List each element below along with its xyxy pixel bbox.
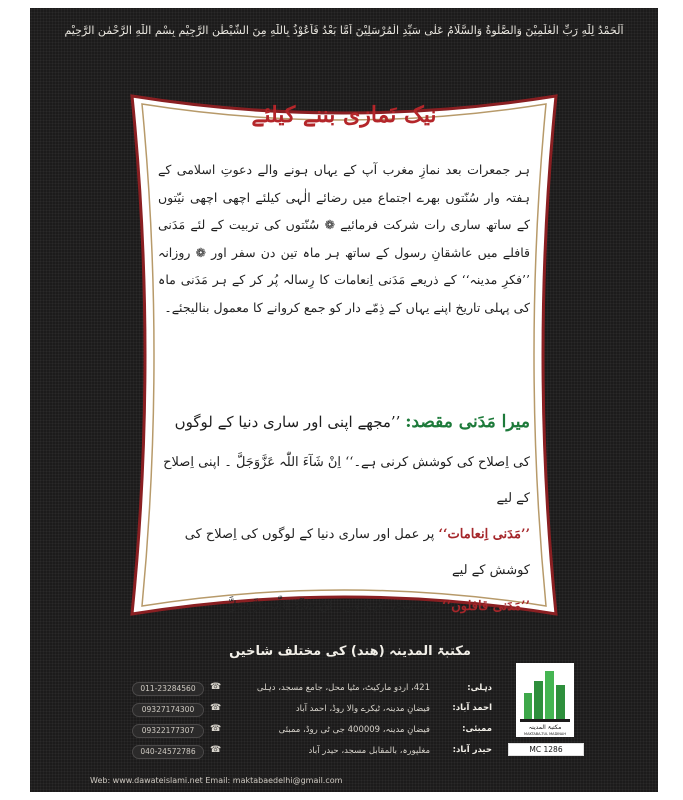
branch-city: ممبئی: — [462, 724, 492, 734]
phone-number: 011-23284560 — [132, 682, 204, 696]
phone-number: 09322177307 — [132, 724, 204, 738]
maqsad-line — [158, 412, 530, 432]
branch-row — [132, 680, 492, 698]
inamat-highlight: ’’مَدَنی اِنعامات‘‘ — [438, 527, 530, 542]
branch-city: احمد آباد: — [452, 703, 492, 713]
maqsad-text: ’’مجھے اپنی اور ساری دنیا کے لوگوں — [174, 413, 401, 431]
phone-icon: ☎ — [210, 682, 222, 692]
qafile-highlight: ’’مَدَنی قافلوں‘‘ — [442, 599, 530, 614]
branch-row — [132, 722, 492, 740]
book-back-cover — [30, 8, 658, 792]
branch-address: 421، اردو مارکیٹ، مٹیا محل، جامع مسجد، دہلی — [256, 683, 430, 693]
line-islah: کی اِصلاح کی کوشش کرنی ہے۔‘‘ اِنْ شَآءَ اللّٰہ عَزَّوَجَلَّ ۔ اپنی اِصلاح کے لیے — [163, 455, 530, 506]
maqsad-continuation — [158, 445, 530, 625]
line-inamat — [158, 517, 530, 589]
branch-city: حیدر آباد: — [452, 745, 492, 755]
logo-code: MC 1286 — [508, 743, 584, 756]
branch-address: فیضانِ مدینہ، ٹیکرے والا روڈ، احمد آباد — [295, 704, 430, 714]
branch-address: فیضانِ مدینہ، 400009 جی ٹی روڈ، ممبئی — [278, 725, 430, 735]
qafile-text: میں سفر کرنا ہے۔ اِنْ شَآءَ اللّٰہ عَزَّوَجَلَّ — [227, 599, 443, 614]
logo-name: مکتبۃ المدینہ — [528, 724, 562, 731]
phone-icon: ☎ — [210, 724, 222, 734]
web-email-line: Web: www.dawateislami.net Email: maktabaedelhi@gmail.com — [90, 776, 343, 785]
phone-number: 040-24572786 — [132, 745, 204, 759]
branch-address: مغلپورہ، بالمقابل مسجد، حیدر آباد — [308, 746, 430, 756]
phone-icon: ☎ — [210, 745, 222, 755]
maktaba-logo — [516, 663, 574, 737]
building-logo-icon — [516, 663, 574, 737]
branch-city: دہلی: — [467, 683, 492, 693]
top-invocation: اَلْحَمْدُ لِلّٰهِ رَبِّ الْعٰلَمِيْنَ وَالصَّلٰوةُ وَالسَّلَامُ عَلٰى سَيِّدِ الْمُرْسَلِيْنَ اَمَّا بَعْدُ فَاَعُوْذُ بِاللّٰهِ مِنَ الشَّيْطٰنِ الرَّجِيْمِ بِسْمِ اللّٰهِ الرَّحْمٰنِ الرَّحِيْمِ — [64, 24, 624, 37]
maqsad-label: میرا مَدَنی مقصد: — [405, 412, 530, 432]
panel-title: نیک نَمازی بننے کیلئے — [251, 102, 437, 128]
branch-row — [132, 701, 492, 719]
branches-title: مکتبۃ المدینہ (ھند) کی مختلف شاخیں — [229, 644, 471, 659]
branch-row — [132, 743, 492, 761]
phone-icon: ☎ — [210, 703, 222, 713]
content-panel — [118, 90, 570, 620]
logo-sub: MAKTABA-TUL MADINAH — [524, 732, 566, 736]
panel-body-text: ہر جمعرات بعد نمازِ مغرب آپ کے یہاں ہونے والے دعوتِ اسلامی کے ہفتہ وار سُنّتوں بھرے اجتماع میں رضائے الٰہی کیلئے اچھی اچھی نیّتوں کے ساتھ ساری رات شرکت فرمائیے ❁ سُنّتوں کی تربیت کے لئے مَدَنی قافلے میں عاشقانِ رسول کے ساتھ ہر ماہ تین دن سفر اور ❁ روزانہ ’’فکرِ مدینہ‘‘ کے ذریعے مَدَنی اِنعامات کا رِسالہ پُر کر کے ہر مَدَنی ماہ کی پہلی تاریخ اپنے یہاں کے ذِمّے دار کو جمع کروانے کا معمول بنالیجئے۔ — [158, 162, 530, 315]
inamat-text: پر عمل اور ساری دنیا کے لوگوں کی اِصلاح کی کوشش کے لیے — [184, 527, 530, 578]
line-qafile — [158, 589, 530, 625]
phone-number: 09327174300 — [132, 703, 204, 717]
